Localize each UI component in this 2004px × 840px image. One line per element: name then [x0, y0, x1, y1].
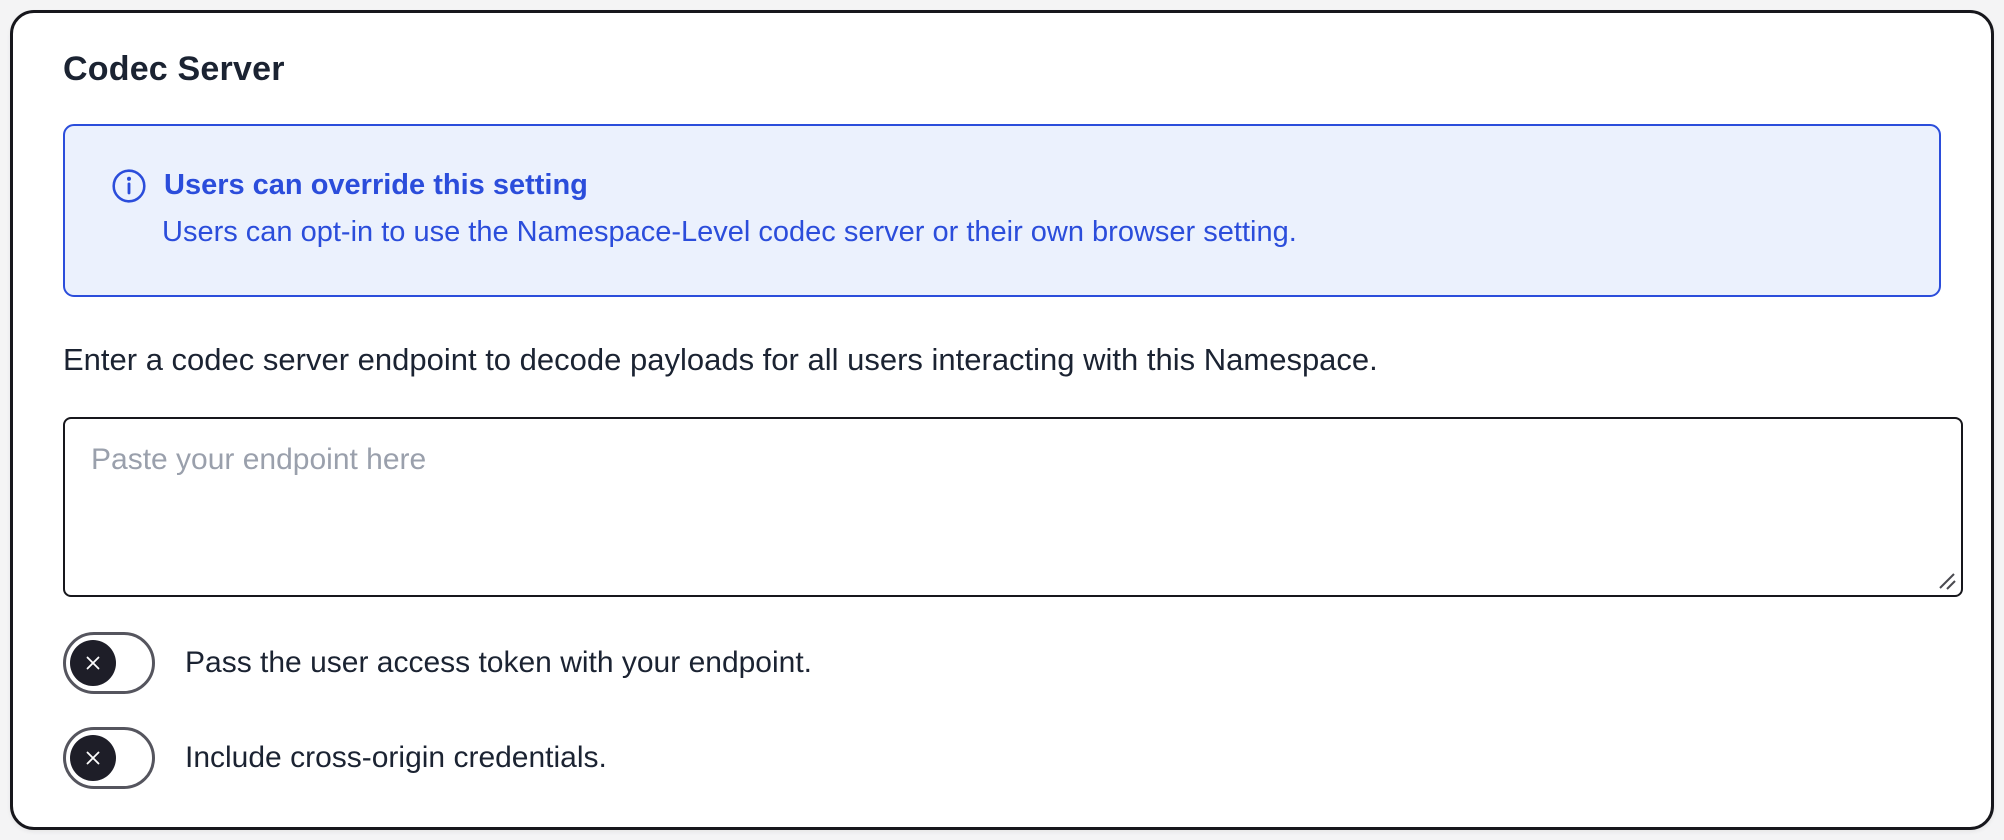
resize-handle-icon[interactable] — [1932, 566, 1958, 592]
access-token-toggle[interactable] — [63, 632, 155, 694]
endpoint-textarea[interactable] — [63, 417, 1963, 597]
cross-origin-row — [63, 727, 1941, 789]
info-icon — [111, 168, 147, 204]
page-title: Codec Server — [63, 50, 285, 88]
x-icon — [82, 747, 104, 769]
alert-title: Users can override this setting — [164, 169, 588, 202]
info-alert — [63, 124, 1941, 298]
codec-server-card — [10, 10, 1994, 830]
x-icon — [82, 652, 104, 674]
access-token-row — [63, 632, 1941, 694]
access-token-toggle-label: Pass the user access token with your endpoint. — [185, 646, 813, 680]
toggle-knob — [70, 640, 116, 686]
endpoint-description: Enter a codec server endpoint to decode payloads for all users interacting with this Namespace. — [63, 342, 1378, 378]
alert-description: Users can opt-in to use the Namespace-Level codec server or their own browser setting. — [162, 215, 1297, 248]
cross-origin-toggle-label: Include cross-origin credentials. — [185, 741, 607, 775]
toggle-knob — [70, 735, 116, 781]
cross-origin-toggle[interactable] — [63, 727, 155, 789]
